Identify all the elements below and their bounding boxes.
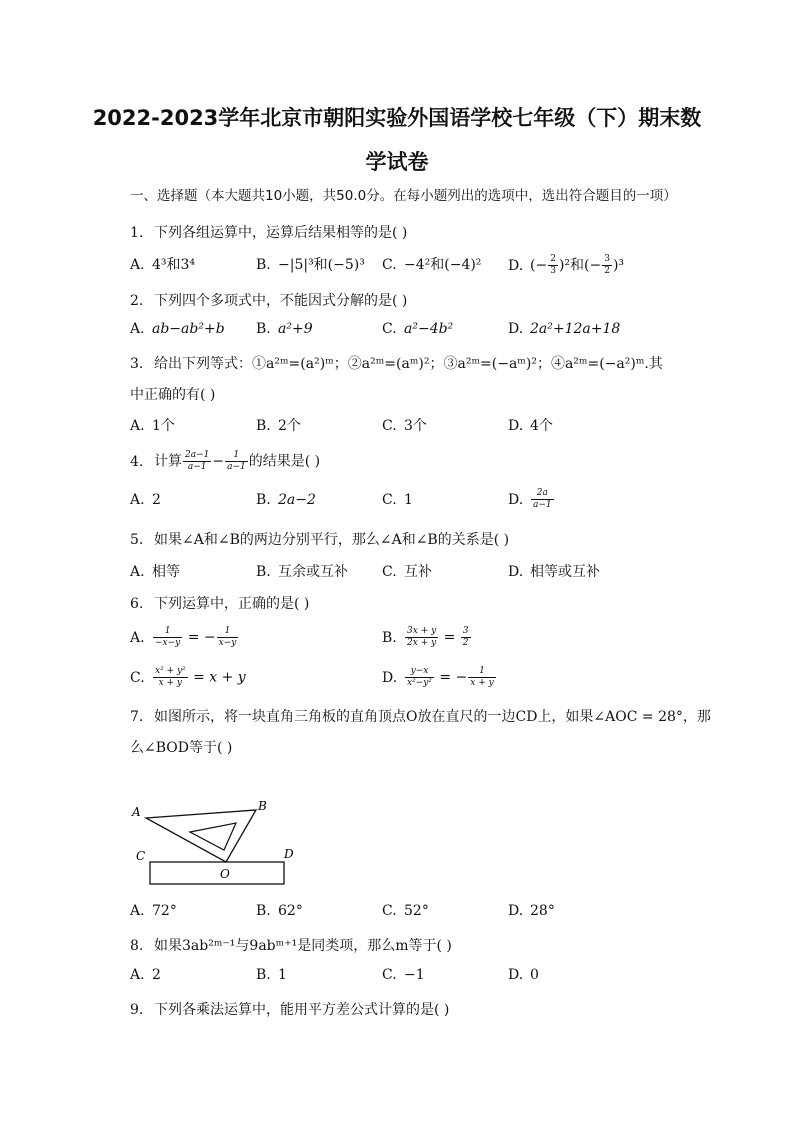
title-line-1: 2022-2023学年北京市朝阳实验外国语学校七年级（下）期末数 xyxy=(92,106,702,130)
question-3-options xyxy=(130,415,690,439)
option-d[interactable]: D. 相等或互补 xyxy=(508,564,600,580)
option-a[interactable]: A. 2 xyxy=(130,967,161,983)
option-d[interactable]: D. $\frac{y-x}{\text{x²−y²}}$ = − $\frac{1}{x + y}$ xyxy=(382,666,494,688)
ruler xyxy=(150,862,284,884)
question-4-options xyxy=(130,488,690,516)
option-d[interactable]: D. 28° xyxy=(508,903,555,919)
option-c[interactable]: C. −4²和(−4)² xyxy=(382,257,482,273)
option-a[interactable]: A. 1个 xyxy=(130,418,175,434)
ruler-triangle-figure xyxy=(128,798,298,890)
question-8: 8. 如果3ab²ᵐ⁻¹与9abᵐ⁺¹是同类项，那么m等于( ) xyxy=(130,938,452,954)
option-b[interactable]: B. −|5|³和(−5)³ xyxy=(256,257,365,273)
label-b: B xyxy=(258,799,267,813)
question-1-options xyxy=(130,254,690,278)
option-b[interactable]: B. 2个 xyxy=(256,418,301,434)
question-5-options xyxy=(130,561,690,585)
label-d: D xyxy=(284,847,294,861)
option-c[interactable]: C. −1 xyxy=(382,967,425,983)
label-c: C xyxy=(136,849,146,863)
option-d[interactable]: D. 2a²+12a+18 xyxy=(508,321,621,337)
option-d[interactable]: D. $\frac{2a}{a-1}$ xyxy=(508,488,552,510)
exam-title xyxy=(90,96,704,184)
question-6: 6. 下列运算中，正确的是( ) xyxy=(130,596,310,612)
question-8-options xyxy=(130,967,690,991)
option-a[interactable]: A. 2 xyxy=(130,492,161,508)
option-b[interactable]: B. 62° xyxy=(256,903,303,919)
option-b[interactable]: B. 2a−2 xyxy=(256,492,316,508)
option-c[interactable]: C. 互补 xyxy=(382,564,432,580)
option-c[interactable]: C. a²−4b² xyxy=(382,321,454,337)
option-a[interactable]: A. ab−ab²+b xyxy=(130,321,225,337)
question-5: 5. 如果∠A和∠B的两边分别平行，那么∠A和∠B的关系是( ) xyxy=(130,532,510,548)
question-9: 9. 下列各乘法运算中，能用平方差公式计算的是( ) xyxy=(130,1002,450,1018)
option-d[interactable]: D. 0 xyxy=(508,967,539,983)
question-6-options-row-2 xyxy=(130,666,690,696)
option-b[interactable]: B. $\frac{3x + y}{2x + y}$ = $\frac{3}{2}$ xyxy=(382,626,469,648)
option-b[interactable]: B. 互余或互补 xyxy=(256,564,348,580)
question-3-line-2: 中正确的有( ) xyxy=(130,387,216,403)
option-c[interactable]: C. 3个 xyxy=(382,418,427,434)
option-c[interactable]: C. 52° xyxy=(382,903,429,919)
question-2-options xyxy=(130,321,690,345)
title-line-2: 学试卷 xyxy=(365,150,429,174)
option-c[interactable]: C. 1 xyxy=(382,492,413,508)
question-7: 7. 如图所示，将一块直角三角板的直角顶点O放在直尺的一边CD上，如果∠AOC = 28°，那 xyxy=(130,709,711,725)
question-2: 2. 下列四个多项式中，不能因式分解的是( ) xyxy=(130,293,408,309)
option-a[interactable]: A. $\frac{1}{-x-y}$ = − $\frac{1}{x-y}$ xyxy=(130,626,237,648)
question-6-options-row-1 xyxy=(130,626,690,656)
question-1: 1. 下列各组运算中，运算后结果相等的是( ) xyxy=(130,225,408,241)
question-4: 4. 计算 $\frac{2a-1}{a-1}$ − $\frac{1}{a-1}$ 的结果是( ) xyxy=(130,450,321,472)
label-a: A xyxy=(132,805,141,819)
question-7-line-2: 么∠BOD等于( ) xyxy=(130,740,233,756)
question-3: 3. 给出下列等式：①a²ᵐ=(a²)ᵐ；②a²ᵐ=(aᵐ)²；③a²ᵐ=(−aᵐ)²；④a²ᵐ=(−a²)ᵐ.其 xyxy=(130,356,663,372)
triangle-outer xyxy=(146,810,256,862)
option-b[interactable]: B. 1 xyxy=(256,967,287,983)
option-d[interactable]: D. (− $\frac{2}{3}$ )²和(− $\frac{3}{2}$ )³ xyxy=(508,254,625,276)
option-a[interactable]: A. 4³和3⁴ xyxy=(130,257,196,273)
option-a[interactable]: A. 相等 xyxy=(130,564,180,580)
option-a[interactable]: A. 72° xyxy=(130,903,177,919)
option-c[interactable]: C. $\frac{\text{x² + y²}}{x + y}$ = x + y xyxy=(130,666,246,688)
section-heading: 一、选择题（本大题共10小题，共50.0分。在每小题列出的选项中，选出符合题目的一项） xyxy=(130,188,677,204)
option-b[interactable]: B. a²+9 xyxy=(256,321,313,337)
label-o: O xyxy=(220,867,230,881)
question-7-options xyxy=(130,903,690,927)
option-d[interactable]: D. 4个 xyxy=(508,418,553,434)
